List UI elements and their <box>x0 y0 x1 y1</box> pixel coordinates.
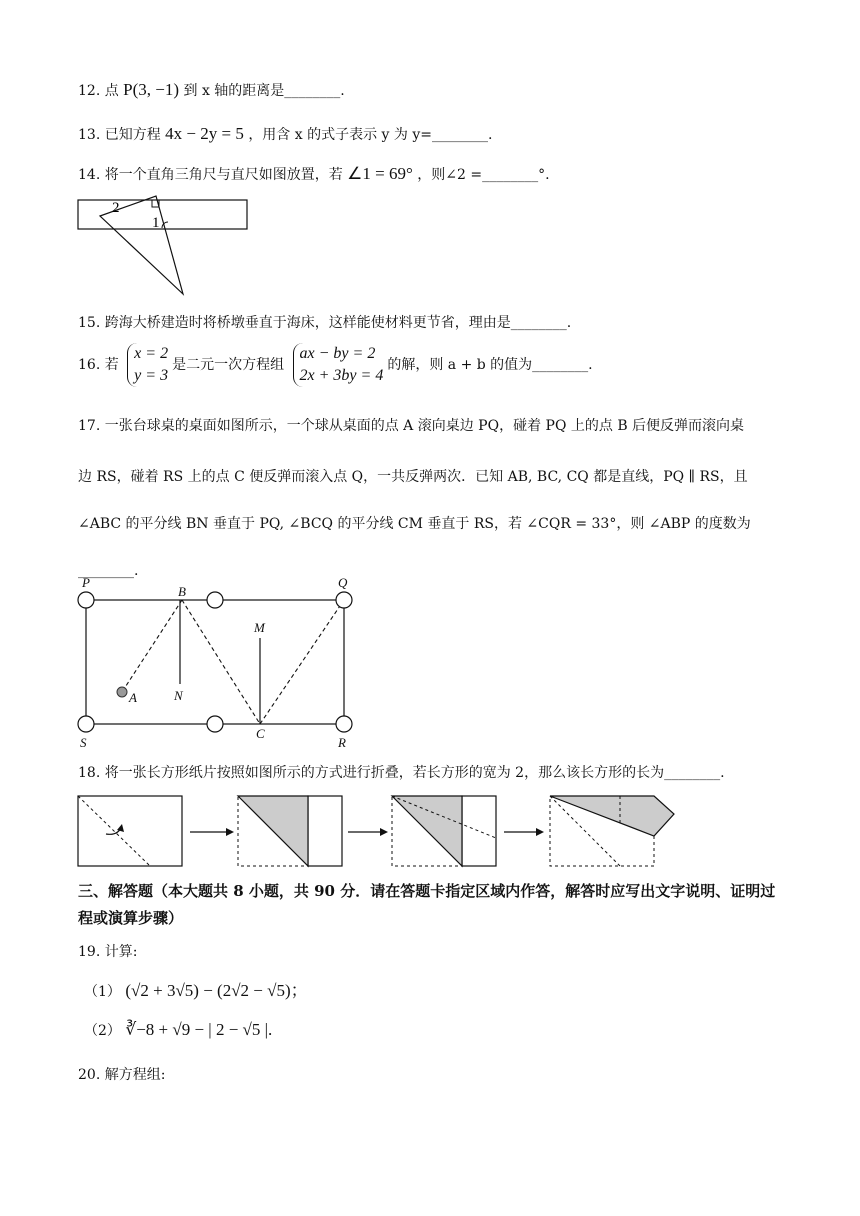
label-Q: Q <box>338 575 348 590</box>
pocket-bottom-middle <box>207 716 223 732</box>
question-17 <box>78 408 786 590</box>
q12-math: P(3, −1) <box>123 80 180 99</box>
question-18: 18. 将一张长方形纸片按照如图所示的方式进行折叠，若长方形的宽为 2，那么该长方形的长为________. <box>78 765 725 781</box>
q16-mid-text: 是二元一次方程组 <box>172 357 285 373</box>
q13-label: 13. 已知方程 <box>78 127 161 143</box>
paper-step-2-strip <box>308 796 342 866</box>
label-S: S <box>80 735 87 750</box>
label-B: B <box>178 584 186 599</box>
fold-line-1 <box>78 796 150 866</box>
question-16 <box>78 343 593 387</box>
q16-label: 16. 若 <box>78 357 119 373</box>
label-N: N <box>174 688 183 703</box>
q19-1-expression: (√2 + 3√5) − (2√2 − √5)； <box>125 981 308 1000</box>
q16-solution-system: x = 2 y = 3 <box>127 343 168 387</box>
pocket-S <box>78 716 94 732</box>
question-19-2 <box>84 1020 272 1040</box>
ruler-triangle-figure <box>76 194 256 300</box>
path-AB <box>122 600 182 692</box>
q19-2-expression: ∛−8 + √9 − | 2 − √5 |. <box>125 1020 273 1039</box>
q17-line-4: ________. <box>78 563 139 579</box>
q13-text: ，用含 x 的式子表示 y 为 y=________. <box>248 127 493 143</box>
angle-2-label: 2 <box>112 200 120 216</box>
q19-2-label: （2） <box>84 1023 121 1039</box>
path-BC <box>182 600 260 724</box>
q14-label: 14. 将一个直角三角尺与直尺如图放置，若 <box>78 167 343 183</box>
folded-flap-3 <box>392 796 462 866</box>
ball-A <box>117 687 127 697</box>
pocket-Q <box>336 592 352 608</box>
question-12 <box>78 80 345 100</box>
q16-equation-system: ax − by = 2 2x + 3by = 4 <box>293 343 384 387</box>
folded-flap-4 <box>550 796 674 836</box>
folded-flap-2 <box>238 796 308 866</box>
paper-folding-figure <box>76 790 686 872</box>
label-A: A <box>129 690 137 705</box>
label-P: P <box>82 575 90 590</box>
pocket-P <box>78 592 94 608</box>
q14-text: ，则∠2 =________°. <box>417 167 550 183</box>
paper-step-1 <box>78 796 182 866</box>
table-edge <box>86 600 344 724</box>
question-19-1 <box>84 976 308 1001</box>
section-3-heading: 三、解答题（本大题共 8 小题，共 90 分．请在答题卡指定区域内作答，解答时应写出文字说明、证明过程或演算步骤） <box>78 882 776 927</box>
path-CQ <box>260 600 344 724</box>
label-C: C <box>256 726 265 741</box>
billiard-table-figure <box>74 572 364 752</box>
q19-1-label: （1） <box>84 984 121 1000</box>
label-R: R <box>338 735 346 750</box>
q17-line-1: 17. 一张台球桌的桌面如图所示，一个球从桌面的点 A 滚向桌边 PQ，碰着 PQ 上的点 B 后便反弹而滚向桌 <box>78 418 745 434</box>
angle-1-label: 1 <box>152 215 160 231</box>
pocket-top-middle <box>207 592 223 608</box>
fold-arrow-head <box>117 824 124 832</box>
question-20: 20. 解方程组: <box>78 1067 166 1083</box>
q16-text: 的解，则 a + b 的值为________. <box>387 357 593 373</box>
q14-math: ∠1 = 69° <box>347 164 413 183</box>
q13-math: 4x − 2y = 5 <box>165 124 244 143</box>
pocket-R <box>336 716 352 732</box>
q12-text: 到 x 轴的距离是________. <box>183 83 345 99</box>
q17-line-3: ∠ABC 的平分线 BN 垂直于 PQ, ∠BCQ 的平分线 CM 垂直于 RS，若 ∠CQR = 33°，则 ∠ABP 的度数为 <box>78 516 751 532</box>
question-15: 15. 跨海大桥建造时将桥墩垂直于海床，这样能使材料更节省，理由是________. <box>78 315 572 331</box>
paper-step-3-strip <box>462 796 496 866</box>
q17-line-2: 边 RS，碰着 RS 上的点 C 便反弹而滚入点 Q，一共反弹两次．已知 AB, BC, CQ 都是直线，PQ ∥ RS，且 <box>78 469 748 485</box>
question-19: 19. 计算: <box>78 944 138 960</box>
label-M: M <box>254 620 265 635</box>
question-14 <box>78 164 550 184</box>
q12-label: 12. 点 <box>78 83 119 99</box>
question-13 <box>78 124 492 144</box>
